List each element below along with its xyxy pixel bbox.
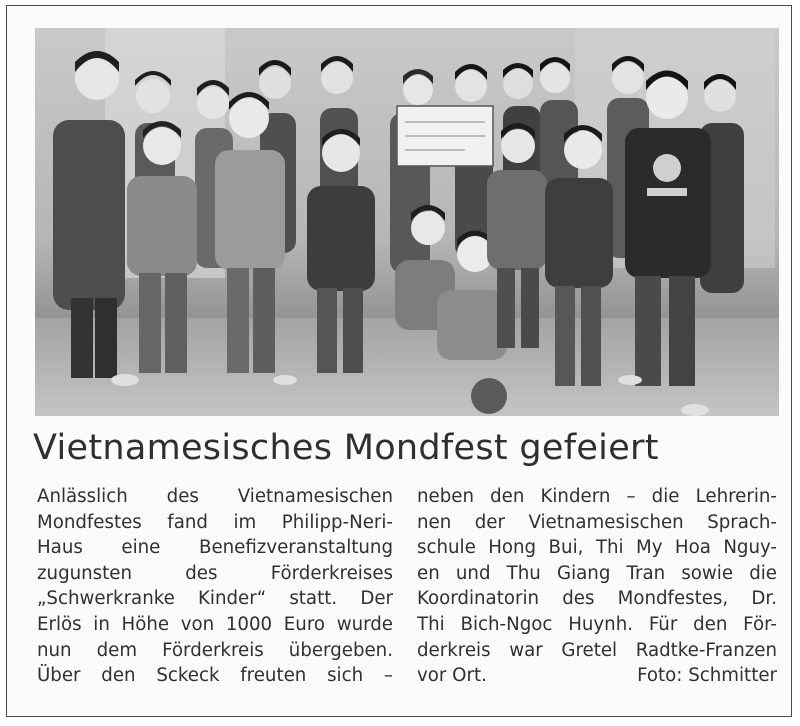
text-line: Anlässlich des Vietnamesischen (37, 486, 393, 507)
article-headline: Vietnamesisches Mondfest gefeiert (33, 428, 659, 468)
text-line: Koordinatorin des Mondfestes, Dr. (417, 588, 777, 610)
text-line: Über den Sckeck freuten sich – (37, 665, 393, 687)
newspaper-clipping (6, 5, 792, 717)
text-line: Mondfestes fand im Philipp-Neri- (37, 511, 393, 533)
article-column-right (417, 484, 777, 689)
final-line (417, 663, 777, 689)
photo-credit: Foto: Schmitter (637, 665, 777, 687)
group-photo-illustration (35, 28, 779, 416)
text-line: nen der Vietnamesischen Sprach- (417, 511, 777, 533)
text-line: derkreis war Gretel Radtke-Franzen (417, 639, 777, 661)
text-line: zugunsten des Förderkreises (37, 562, 393, 584)
text-line: „Schwerkranke Kinder“ statt. Der (37, 588, 393, 610)
text-line: nun dem Förderkreis übergeben. (37, 639, 393, 661)
text-line: Thi Bich-Ngoc Huynh. Für den För- (417, 613, 777, 635)
group-photo (35, 28, 779, 416)
article-column-left (37, 484, 393, 689)
text-line: Haus eine Benefizveranstaltung (37, 537, 393, 559)
text-line: Erlös in Höhe von 1000 Euro wurde (37, 613, 393, 635)
text-line: vor Ort. (417, 665, 487, 687)
text-line: en und Thu Giang Tran sowie die (417, 562, 777, 584)
text-line: schule Hong Bui, Thi My Hoa Nguy- (417, 537, 777, 559)
text-line: neben den Kindern – die Lehrerin- (417, 486, 777, 507)
